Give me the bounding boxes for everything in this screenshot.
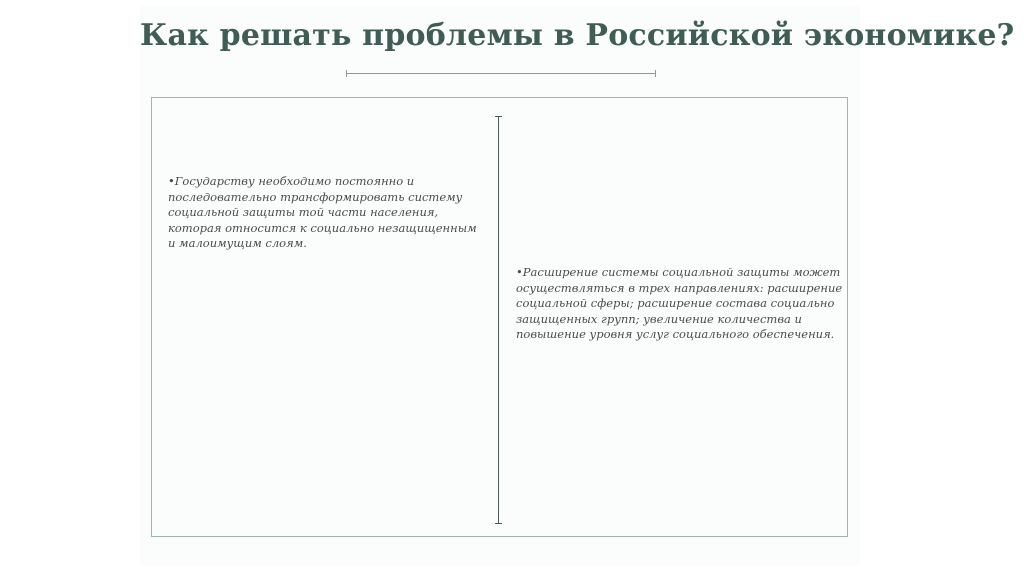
left-bullet: • <box>168 174 175 188</box>
right-paragraph: Расширение системы социальной защиты может осуществляться в трех направлениях: расширение социальной сферы; расширение состава социально защищенных групп; увеличение количества и повышение уровня услуг социального обеспечения. <box>516 265 843 342</box>
left-paragraph: Государству необходимо постоянно и последовательно трансформировать систему социальной защиты той части населения, которая относится к социально незащищенным и малоимущим слоям. <box>168 174 477 251</box>
right-bullet: • <box>516 265 523 279</box>
title-underline <box>346 73 656 74</box>
column-divider <box>498 116 499 524</box>
left-column-text <box>168 174 486 252</box>
slide-title: Как решать проблемы в Российской экономике? <box>140 18 1015 53</box>
right-column-text <box>516 265 846 343</box>
